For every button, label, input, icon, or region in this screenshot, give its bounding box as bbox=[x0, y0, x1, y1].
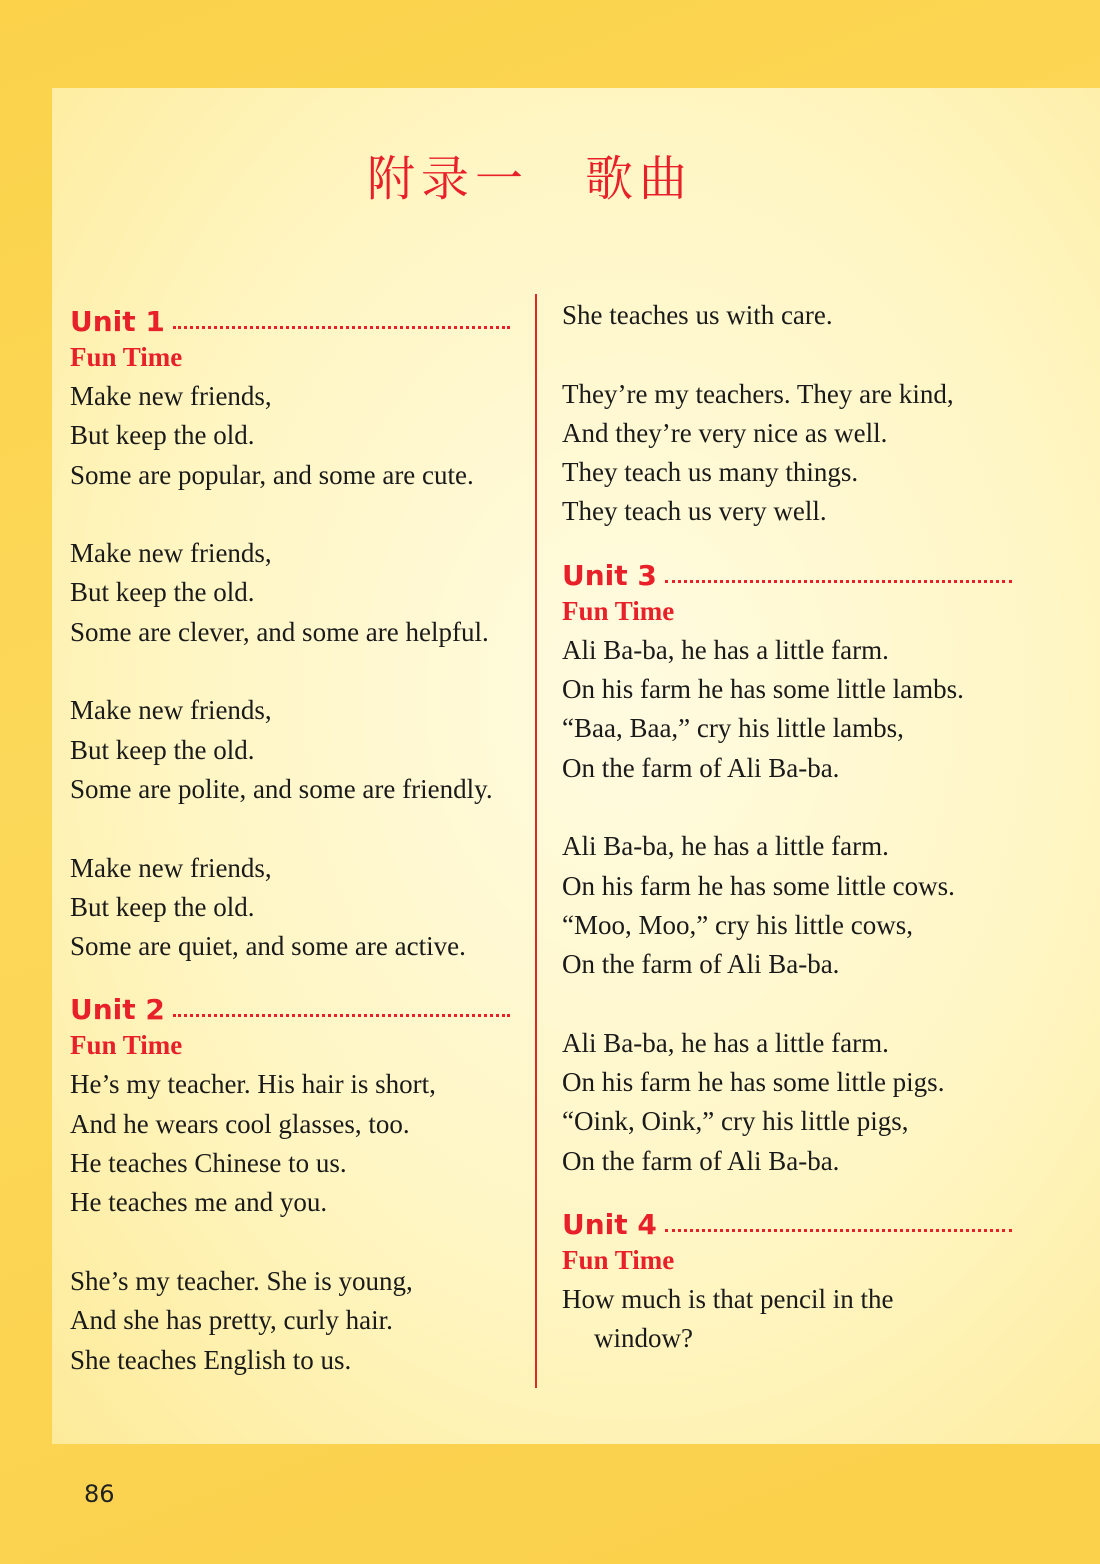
unit-4-heading bbox=[562, 1199, 1012, 1241]
left-column bbox=[70, 296, 510, 1380]
lyric-line: “Oink, Oink,” cry his little pigs, bbox=[562, 1106, 909, 1137]
lyric-line: How much is that pencil in the bbox=[562, 1283, 894, 1314]
lyric-line: Some are popular, and some are cute. bbox=[70, 459, 474, 490]
unit-2-dotted-rule bbox=[173, 1014, 510, 1017]
lyric-line: And she has pretty, curly hair. bbox=[70, 1305, 393, 1336]
unit-2-label: Unit 2 bbox=[70, 993, 165, 1027]
lyric-line: Make new friends, bbox=[70, 695, 272, 726]
unit-2-heading bbox=[70, 984, 510, 1026]
lyric-line: He teaches me and you. bbox=[70, 1187, 328, 1218]
right-column bbox=[562, 296, 1012, 1359]
lyric-line: They teach us many things. bbox=[562, 457, 859, 488]
lyric-line: She teaches English to us. bbox=[70, 1344, 352, 1375]
lyric-line: Some are polite, and some are friendly. bbox=[70, 773, 493, 804]
lyric-line: They teach us very well. bbox=[562, 496, 827, 527]
lyric-line: Some are clever, and some are helpful. bbox=[70, 616, 489, 647]
lyric-line: Ali Ba-ba, he has a little farm. bbox=[562, 634, 889, 665]
lyric-line: They’re my teachers. They are kind, bbox=[562, 378, 954, 409]
unit-3-fun-time: Fun Time bbox=[562, 595, 675, 626]
title-songs: 歌曲 bbox=[585, 151, 694, 207]
lyric-line: Ali Ba-ba, he has a little farm. bbox=[562, 831, 889, 862]
column-divider bbox=[535, 294, 537, 1388]
title-appendix: 附录一 bbox=[366, 151, 529, 207]
unit-1-label: Unit 1 bbox=[70, 305, 165, 338]
lyric-line: Make new friends, bbox=[70, 852, 272, 883]
lyric-line: But keep the old. bbox=[70, 891, 255, 922]
lyric-line: Some are quiet, and some are active. bbox=[70, 931, 466, 962]
lyric-line: On the farm of Ali Ba-ba. bbox=[562, 752, 840, 783]
lyric-line: And he wears cool glasses, too. bbox=[70, 1108, 410, 1139]
page-title bbox=[0, 140, 1060, 209]
unit-4-dotted-rule bbox=[665, 1229, 1012, 1232]
lyric-line: She’s my teacher. She is young, bbox=[70, 1265, 413, 1296]
lyric-line: She teaches us with care. bbox=[562, 300, 833, 330]
unit-2-fun-time: Fun Time bbox=[70, 1030, 183, 1061]
lyric-line: But keep the old. bbox=[70, 420, 255, 451]
lyric-line: “Moo, Moo,” cry his little cows, bbox=[562, 909, 913, 940]
lyric-line: window? bbox=[594, 1323, 693, 1354]
unit-3-label: Unit 3 bbox=[562, 558, 657, 592]
lyric-line: On his farm he has some little pigs. bbox=[562, 1067, 945, 1098]
lyric-line: On his farm he has some little cows. bbox=[562, 870, 955, 901]
page-number: 86 bbox=[84, 1480, 115, 1508]
lyric-line: Make new friends, bbox=[70, 381, 272, 411]
unit-1-fun-time: Fun Time bbox=[70, 342, 183, 372]
lyric-line: On the farm of Ali Ba-ba. bbox=[562, 949, 840, 980]
unit-1-heading bbox=[70, 296, 510, 338]
unit-4-label: Unit 4 bbox=[562, 1207, 657, 1241]
lyric-line: Ali Ba-ba, he has a little farm. bbox=[562, 1027, 889, 1058]
unit-3-heading bbox=[562, 550, 1012, 592]
lyric-line: But keep the old. bbox=[70, 734, 255, 765]
lyric-line: He’s my teacher. His hair is short, bbox=[70, 1069, 436, 1100]
unit-1-dotted-rule bbox=[173, 326, 510, 329]
lyric-line: And they’re very nice as well. bbox=[562, 417, 888, 448]
lyric-line: On the farm of Ali Ba-ba. bbox=[562, 1145, 840, 1176]
lyric-line: Make new friends, bbox=[70, 538, 272, 569]
unit-3-dotted-rule bbox=[665, 580, 1012, 583]
unit-4-fun-time: Fun Time bbox=[562, 1244, 675, 1275]
lyric-line: On his farm he has some little lambs. bbox=[562, 674, 964, 705]
lyric-line: But keep the old. bbox=[70, 577, 255, 608]
lyric-line: He teaches Chinese to us. bbox=[70, 1148, 347, 1179]
lyric-line: “Baa, Baa,” cry his little lambs, bbox=[562, 713, 904, 744]
